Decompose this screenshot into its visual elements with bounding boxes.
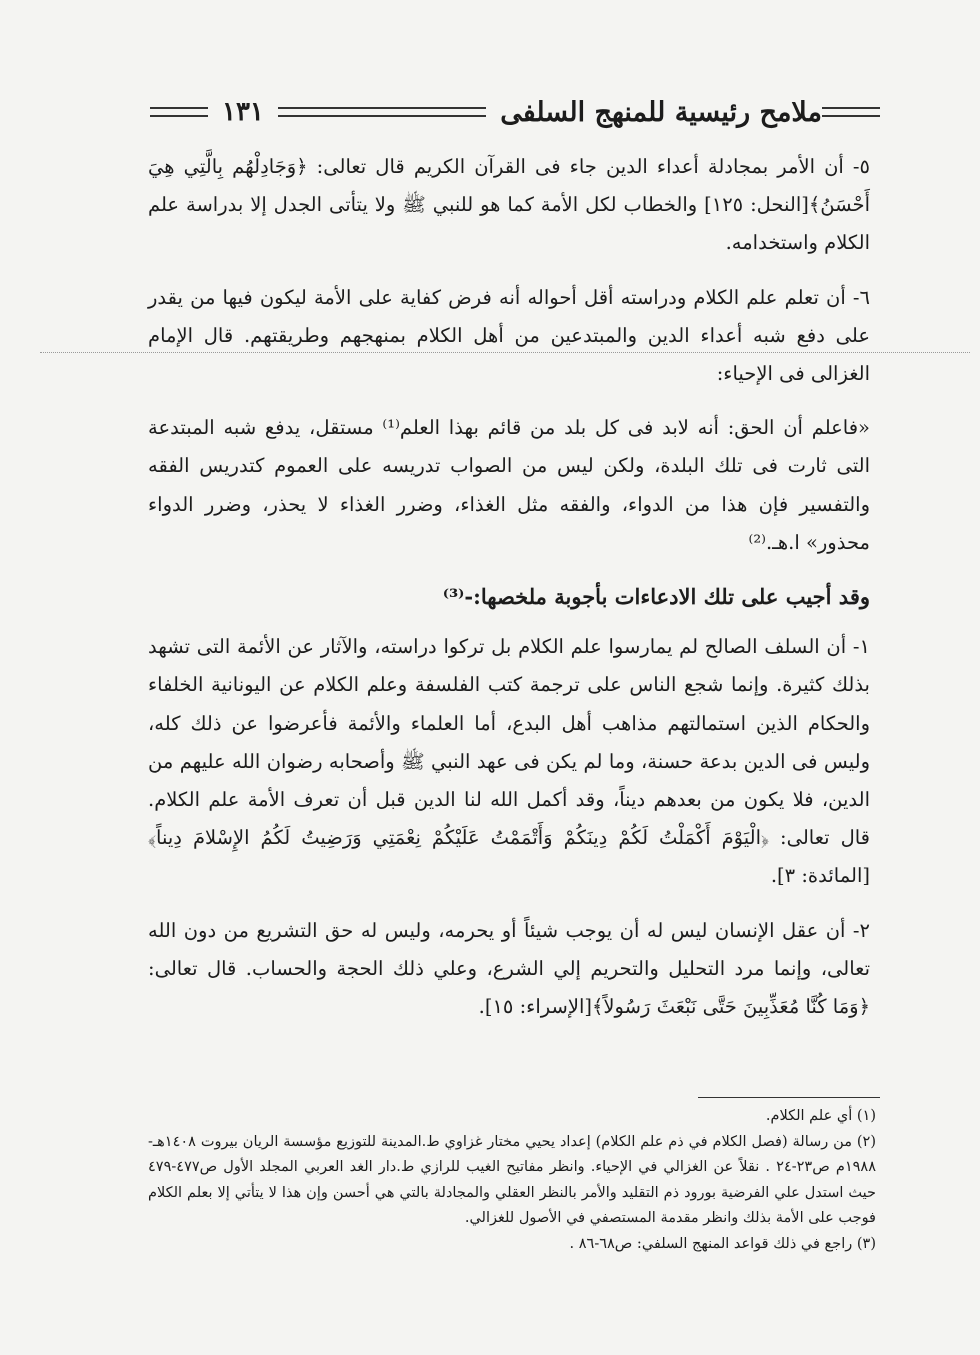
header-rule-middle (278, 107, 486, 117)
header-rule-left (150, 107, 208, 117)
header-rule-right (822, 107, 880, 117)
main-text (148, 148, 870, 1036)
paragraph-ghazali-quote: «فاعلم أن الحق: أنه لابد فى كل بلد من قائم بهذا العلم⁽¹⁾ مستقل، يدفع شبه المبتدعة التى ثارت فى تلك البلدة، ولكن ليس من الصواب تدريسه على العموم كتدريس الفقه والتفسير فإن هذا من الدواء، والفقه مثل الغذاء، وضرر الغذاء لا يحذر، وضرر الدواء محذور» ا.هـ.⁽²⁾ (148, 416, 870, 554)
footnotes (148, 1104, 876, 1257)
page-number: ١٣١ (222, 97, 264, 127)
footnote-1: (١) أي علم الكلام. (765, 1108, 876, 1124)
section-subheading: وقد أجيب على تلك الادعاءات بأجوبة ملخصها:-⁽³⁾ (442, 584, 870, 610)
paragraph-point-5: ٥- أن الأمر بمجادلة أعداء الدين جاء فى القرآن الكريم قال تعالى: ﴿وَجَادِلْهُم بِالَّتِي هِيَ أَحْسَنُ﴾[النحل: ١٢٥] والخطاب لكل الأمة كما هو للنبي ﷺ ولا يتأتى الجدل إلا بدراسة علم الكلام واستخدامه. (148, 155, 870, 255)
paragraph-answer-2: ٢- أن عقل الإنسان ليس له أن يوجب شيئاً أو يحرمه، وليس له حق التشريع من دون الله تعالى، وإنما مرد التحليل والتحريم إلي الشرع، وعلي ذلك الحجة والحساب. قال تعالى: ﴿وَمَا كُنَّا مُعَذِّبِينَ حَتَّى نَبْعَثَ رَسُولاً﴾[الإسراء: ١٥]. (148, 918, 870, 1019)
footnote-2: (٢) من رسالة (فصل الكلام في ذم علم الكلام) إعداد يحيي مختار غزاوي ط.المدينة للتوزيع مؤسسة الريان بيروت ١٤٠٨هـ- ١٩٨٨م ص٢٣-٢٤ . نقلاً عن الغزالي في الإحياء. وانظر مفاتيح الغيب للرازي ط.دار الغد العربي المجلد الأول ص٤٧٧-٤٧٩ حيث استدل علي الفرضية بورود ذم التقليد والأمر بالنظر العقلي والمجادلة بالتي هي أحسن وإن هذا لا يتأتي إلا بعلم الكلام فوجب على الأمة بذلك وانظر مقدمة المستصفي في الأصول للغزالي. (148, 1133, 876, 1226)
header-title: ملامح رئيسية للمنهج السلفى (500, 96, 822, 128)
running-header (150, 92, 880, 132)
paragraph-point-6: ٦- أن تعلم علم الكلام ودراسته أقل أحواله أنه فرض كفاية على الأمة ليكون فيها من يقدر على دفع شبه أعداء الدين والمبتدعين من أهل الكلام بمنهجهم وطريقتهم. قال الإمام الغزالى فى الإحياء: (148, 285, 870, 386)
footnote-separator (698, 1097, 880, 1098)
footnote-3: (٣) راجع في ذلك قواعد المنهج السلفي: ص٦٨-٨٦ . (569, 1235, 876, 1252)
paragraph-answer-1: ١- أن السلف الصالح لم يمارسوا علم الكلام بل تركوا دراسته، والآثار عن الأئمة التى تشهد بذلك كثيرة. وإنما شجع الناس على ترجمة كتب الفلسفة وعلم الكلام عن اليونانية الخلفاء والحكام الذين استمالتهم مذاهب أهل البدع، أما العلماء والأئمة فأعرضوا عن ذلك كله، وليس فى الدين بدعة حسنة، وما لم يكن فى عهد النبي ﷺ وأصحابه رضوان الله عليهم من الدين، فلا يكون من بعدهم ديناً، وقد أكمل الله لنا الدين قبل أن تعرف الأمة علم الكلام. قال تعالى: ﴿الْيَوْمَ أَكْمَلْتُ لَكُمْ دِينَكُمْ وَأَتْمَمْتُ عَلَيْكُمْ نِعْمَتِي وَرَضِيتُ لَكُمُ الإِسْلامَ دِيناً﴾[المائدة: ٣]. (148, 635, 870, 888)
